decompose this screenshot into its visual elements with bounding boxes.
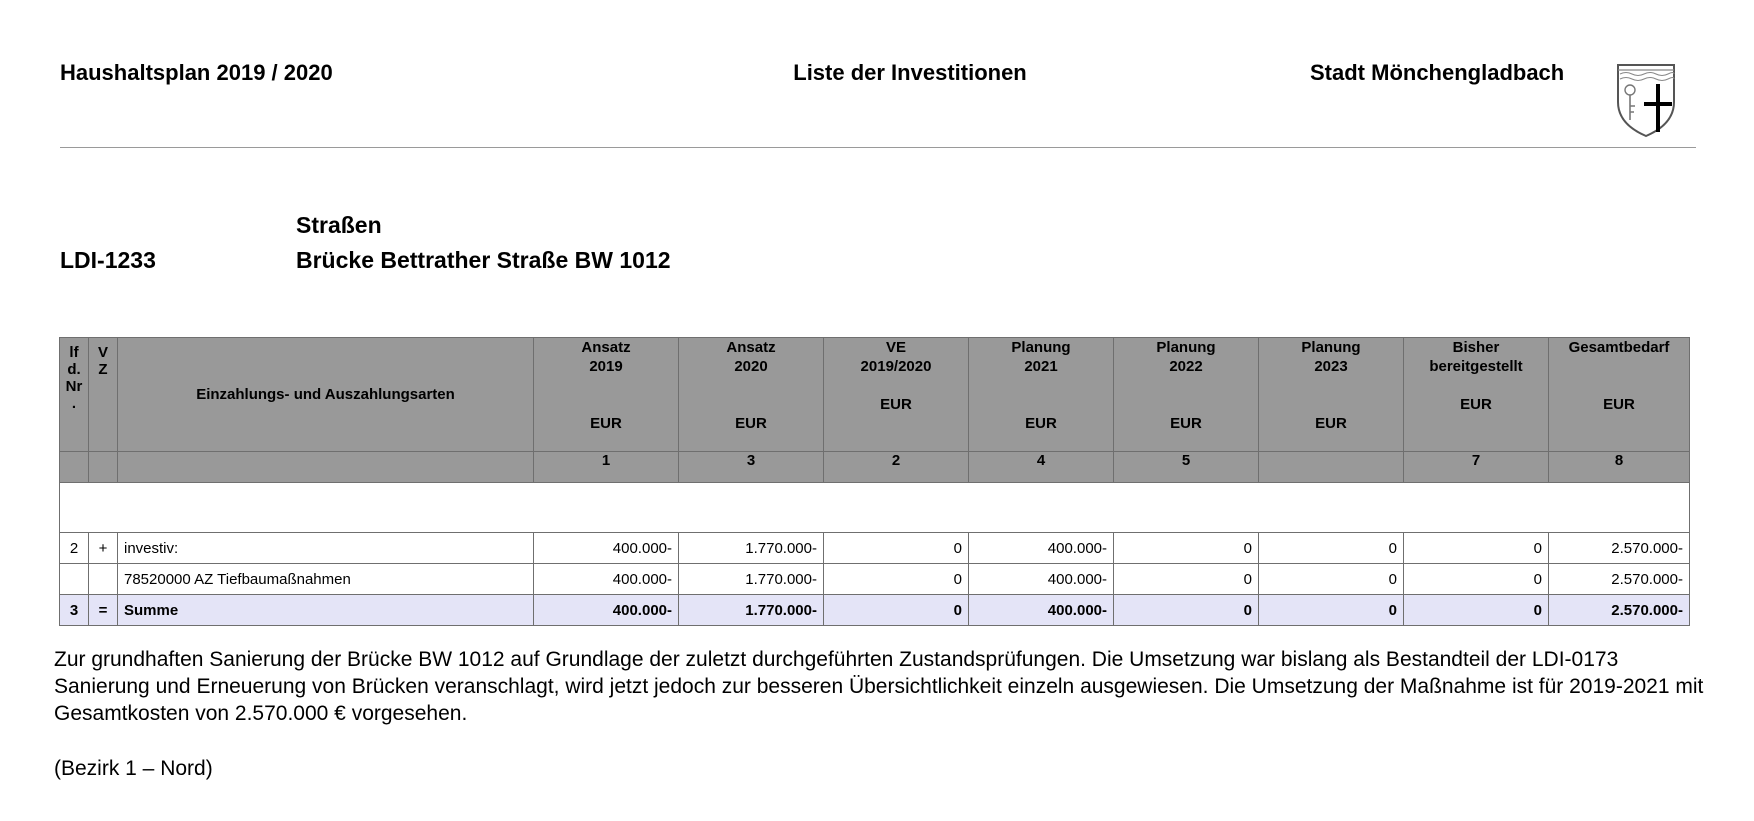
cell-value: 0	[824, 564, 969, 595]
sum-row	[60, 595, 1690, 626]
row-sign: +	[89, 533, 118, 564]
document-title: Liste der Investitionen	[793, 60, 1027, 85]
col-number: 5	[1114, 452, 1259, 483]
city-crest-icon	[1614, 62, 1678, 138]
col-number: 2	[824, 452, 969, 483]
col-number: 1	[534, 452, 679, 483]
cell-value: 400.000-	[969, 595, 1114, 626]
cell-value: 0	[824, 533, 969, 564]
col-number	[89, 452, 118, 483]
col-header-gesamtbedarf: Gesamtbedarf EUR	[1549, 338, 1690, 452]
table-header-row	[60, 338, 1690, 452]
cell-value: 1.770.000-	[679, 564, 824, 595]
cell-value: 1.770.000-	[679, 533, 824, 564]
col-number: 7	[1404, 452, 1549, 483]
cell-value: 0	[1404, 595, 1549, 626]
cell-value: 400.000-	[969, 564, 1114, 595]
col-header-bisher-bereitgestellt: Bisher bereitgestellt EUR	[1404, 338, 1549, 452]
city-name: Stadt Mönchengladbach	[1310, 60, 1565, 85]
cell-value: 0	[1404, 564, 1549, 595]
project-id: LDI-1233	[60, 247, 156, 273]
cell-value: 0	[1259, 533, 1404, 564]
col-header-planung-2021: Planung 2021 EUR	[969, 338, 1114, 452]
col-header-planung-2022: Planung 2022 EUR	[1114, 338, 1259, 452]
col-number	[1259, 452, 1404, 483]
col-header-ve-2019-2020: VE 2019/2020 EUR	[824, 338, 969, 452]
col-number	[60, 452, 89, 483]
project-category: Straßen	[296, 212, 382, 238]
row-label: Summe	[118, 595, 534, 626]
row-sign: =	[89, 595, 118, 626]
col-header-lfd-nr: lf d. Nr .	[60, 338, 89, 452]
cell-value: 2.570.000-	[1549, 564, 1690, 595]
col-number: 3	[679, 452, 824, 483]
cell-value: 2.570.000-	[1549, 595, 1690, 626]
cell-value: 0	[824, 595, 969, 626]
budget-plan-title: Haushaltsplan 2019 / 2020	[60, 60, 333, 85]
col-header-types: Einzahlungs- und Auszahlungsarten	[118, 338, 534, 452]
cell-value: 400.000-	[534, 595, 679, 626]
col-number: 4	[969, 452, 1114, 483]
col-header-planung-2023: Planung 2023 EUR	[1259, 338, 1404, 452]
cell-value: 1.770.000-	[679, 595, 824, 626]
table-row	[60, 564, 1690, 595]
row-number: 3	[60, 595, 89, 626]
cell-value: 400.000-	[969, 533, 1114, 564]
col-number: 8	[1549, 452, 1690, 483]
cell-value: 400.000-	[534, 533, 679, 564]
cell-value: 400.000-	[534, 564, 679, 595]
col-header-vz: V Z	[89, 338, 118, 452]
row-number	[60, 564, 89, 595]
col-number	[118, 452, 534, 483]
cell-value: 0	[1114, 595, 1259, 626]
col-header-ansatz-2019: Ansatz 2019 EUR	[534, 338, 679, 452]
row-label: 78520000 AZ Tiefbaumaßnahmen	[118, 564, 534, 595]
header-divider	[60, 147, 1696, 148]
investment-table	[59, 337, 1690, 626]
spacer-row	[60, 483, 1690, 533]
row-number: 2	[60, 533, 89, 564]
row-label: investiv:	[118, 533, 534, 564]
cell-value: 0	[1114, 533, 1259, 564]
cell-value: 0	[1114, 564, 1259, 595]
district-note: (Bezirk 1 – Nord)	[54, 757, 213, 780]
project-description: Zur grundhaften Sanierung der Brücke BW 1012 auf Grundlage der zuletzt durchgeführten Zustandsprüfungen. Die Umsetzung war bislang als Bestandteil der LDI-0173 Sanierung und Erneuerung von Brücken veranschlagt, wird jetzt jedoch zur besseren Übersichtlichkeit einzeln ausgewiesen. Die Umsetzung der Maßnahme ist für 2019-2021 mit Gesamtkosten von 2.570.000 € vorgesehen.	[54, 648, 1704, 725]
col-header-ansatz-2020: Ansatz 2020 EUR	[679, 338, 824, 452]
row-sign	[89, 564, 118, 595]
cell-value: 0	[1259, 564, 1404, 595]
project-title: Brücke Bettrather Straße BW 1012	[296, 247, 671, 273]
cell-value: 0	[1259, 595, 1404, 626]
cell-value: 2.570.000-	[1549, 533, 1690, 564]
cell-value: 0	[1404, 533, 1549, 564]
column-number-row	[60, 452, 1690, 483]
table-row	[60, 533, 1690, 564]
